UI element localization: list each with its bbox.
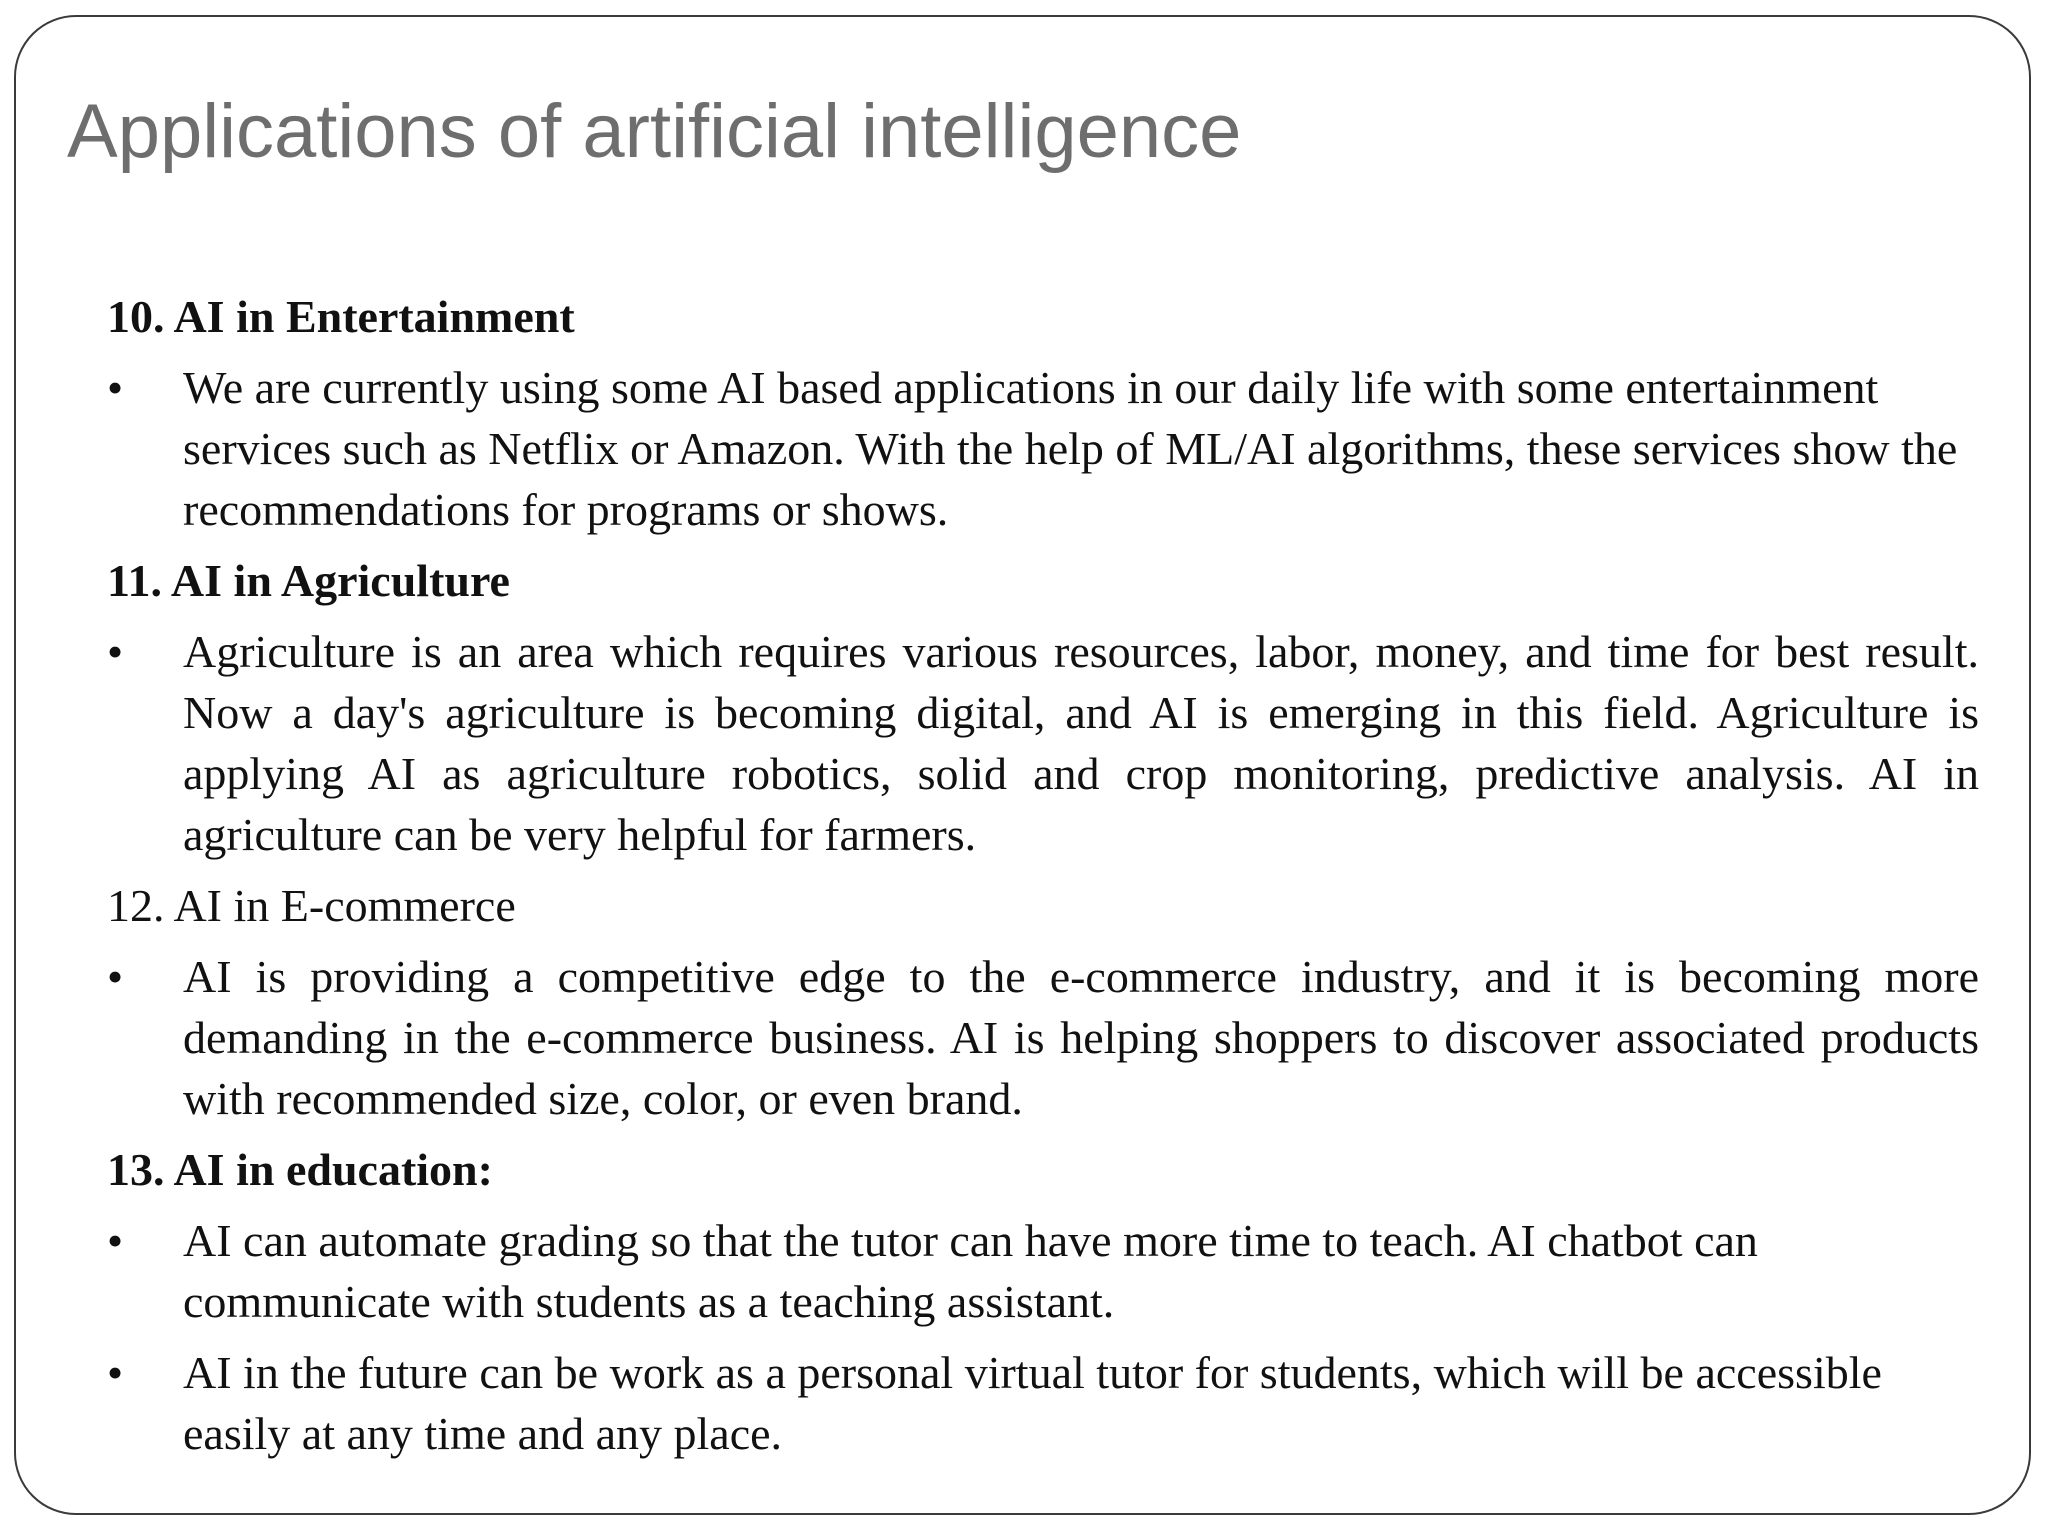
bullet-item [107, 946, 1979, 1129]
slide-title: Applications of artificial intelligence [67, 89, 1242, 174]
section-heading-agriculture: 11. AI in Agriculture [107, 555, 510, 606]
bullet-item [107, 621, 1979, 865]
section-heading-entertainment: 10. AI in Entertainment [107, 291, 575, 342]
bullet-item [107, 1342, 1979, 1464]
bullet-dot-icon: • [107, 951, 124, 1002]
bullet-dot-icon: • [107, 362, 124, 413]
bullet-text: AI is providing a competitive edge to the e-commerce industry, and it is becoming more demanding in the e-commerce business. AI is helping shoppers to discover associated products with recommended size, color, or even brand. [183, 951, 1979, 1124]
section-heading-education: 13. AI in education: [107, 1144, 493, 1195]
bullet-text: AI in the future can be work as a personal virtual tutor for students, which will be accessible easily at any time and any place. [183, 1347, 1882, 1459]
bullet-text: Agriculture is an area which requires various resources, labor, money, and time for best result. Now a day's agriculture is becoming digital, and AI is emerging in this field. Agriculture is applying AI as agriculture robotics, solid and crop monitoring, predictive analysis. AI in agriculture can be very helpful for farmers. [183, 626, 1979, 860]
bullet-item [107, 1210, 1979, 1332]
bullet-dot-icon: • [107, 1347, 124, 1398]
slide-content [107, 286, 1979, 1474]
section-heading-ecommerce: 12. AI in E-commerce [107, 880, 516, 931]
bullet-item [107, 357, 1979, 540]
bullet-text: AI can automate grading so that the tutor can have more time to teach. AI chatbot can communicate with students as a teaching assistant. [183, 1215, 1758, 1327]
bullet-dot-icon: • [107, 626, 124, 677]
bullet-text: We are currently using some AI based applications in our daily life with some entertainment services such as Netflix or Amazon. With the help of ML/AI algorithms, these services show the recommendations for programs or shows. [183, 362, 1958, 535]
bullet-dot-icon: • [107, 1215, 124, 1266]
